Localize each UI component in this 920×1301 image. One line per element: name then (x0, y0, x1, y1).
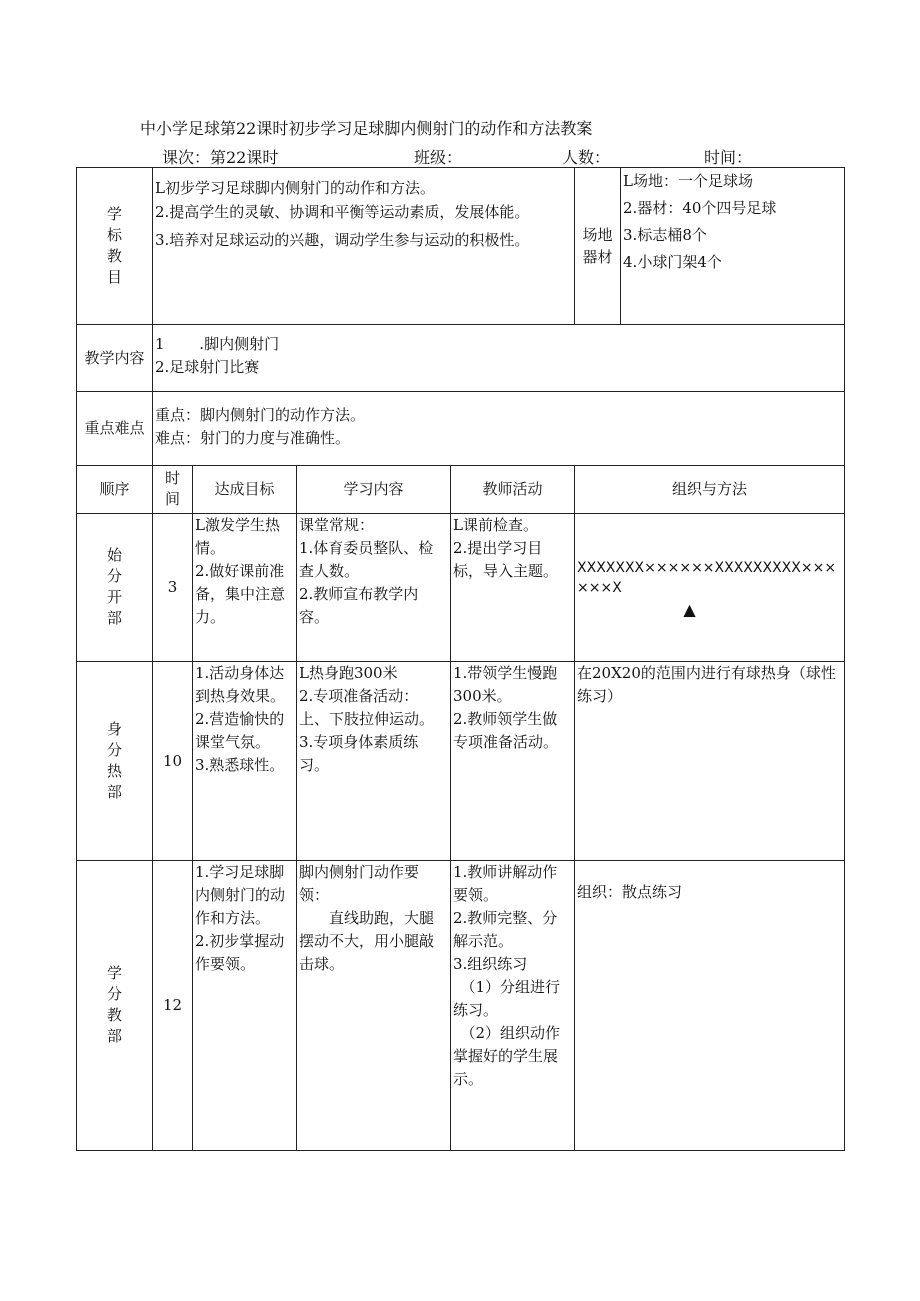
content-item: 脚内侧射门动作要领： (299, 863, 420, 904)
focus-row (77, 392, 845, 466)
venue-line: L场地：一个足球场 (623, 172, 753, 190)
objective-line: 2.提高学生的灵敏、协调和平衡等运动素质，发展体能。 (155, 203, 530, 221)
time-cell: 3 (153, 514, 193, 662)
content-item: L热身跑300米 (299, 664, 398, 682)
org-cell (575, 662, 845, 861)
content-cell (153, 325, 845, 392)
goal-cell (193, 514, 297, 662)
teacher-item: （2）组织动作掌握好的学生展示。 (453, 1024, 561, 1088)
time-cell: 10 (153, 662, 193, 861)
content-line: 1 .脚内侧射门 (155, 335, 280, 353)
teacher-item: 1.教师讲解动作要领。 (453, 863, 558, 904)
content-item: 3.专项身体素质练习。 (299, 733, 419, 774)
teacher-item: L课前检查。 (453, 516, 538, 534)
objective-line: 3.培养对足球运动的兴趣，调动学生参与运动的积极性。 (155, 231, 530, 249)
goal-line: 1.学习足球脚内侧射门的动作和方法。 (195, 863, 286, 927)
objectives-label: 学标教目 (106, 204, 122, 286)
goal-cell (193, 662, 297, 861)
seq-cell (77, 662, 153, 861)
time-label: 时间： (704, 148, 753, 167)
teacher-marker-icon: ▲ (683, 600, 696, 619)
table-row (77, 861, 845, 1151)
teacher-item: 1.带领学生慢跑300米。 (453, 664, 558, 705)
formation-diagram: XXXXXXX××××××XXXXXXXXX××××××X (577, 560, 837, 596)
header-goal: 达成目标 (193, 466, 297, 514)
goal-line: 2.做好课前准备，集中注意力。 (195, 562, 286, 626)
content-item: 1.体育委员整队、检查人数。 (299, 539, 434, 580)
focus-line: 重点：脚内侧射门的动作方法。 (155, 406, 366, 424)
table-row (77, 662, 845, 861)
seq-cell (77, 514, 153, 662)
teacher-item: 2.教师完整、分解示范。 (453, 909, 558, 950)
focus-label-cell (77, 392, 153, 466)
org-cell (575, 861, 845, 1151)
lesson-plan-table (76, 167, 845, 1151)
content-line: 2.足球射门比赛 (155, 358, 260, 376)
study-content-cell (297, 861, 451, 1151)
objectives-label-cell (77, 168, 153, 325)
time-cell: 12 (153, 861, 193, 1151)
objective-line: L初步学习足球脚内侧射门的动作和方法。 (155, 179, 435, 197)
class-label: 班级： (414, 148, 463, 167)
goal-line: 1.活动身体达到热身效果。 (195, 664, 286, 705)
seq-cell (77, 861, 153, 1151)
page-title: 中小学足球第22课时初步学习足球脚内侧射门的动作和方法教案 (140, 119, 593, 138)
goal-line: 2.营造愉快的课堂气氛。 (195, 710, 285, 751)
content-item: 课堂常规： (299, 516, 375, 534)
lesson-number: 课次：第22课时 (162, 148, 279, 167)
goal-cell (193, 861, 297, 1151)
seq-label: 身分热部 (106, 719, 122, 801)
header-org: 组织与方法 (575, 466, 845, 514)
teacher-item: 2.提出学习目标，导入主题。 (453, 539, 559, 580)
content-item: 直线助跑，大腿摆动不大，用小腿敲击球。 (299, 909, 435, 973)
teacher-item: （1）分组进行练习。 (453, 978, 561, 1019)
teacher-item: 2.教师领学生做专项准备活动。 (453, 710, 559, 751)
content-item: 2.专项准备活动：上、下肢拉伸运动。 (299, 687, 435, 728)
content-label: 教学内容 (84, 348, 145, 367)
table-row (77, 514, 845, 662)
content-item: 2.教师宣布教学内容。 (299, 585, 419, 626)
header-time: 时间 (153, 466, 193, 514)
goal-line: 3.熟悉球性。 (195, 756, 285, 774)
header-row (77, 466, 845, 514)
header-teacher: 教师活动 (451, 466, 575, 514)
teacher-cell (451, 861, 575, 1151)
people-label: 人数： (562, 148, 611, 167)
teacher-cell (451, 514, 575, 662)
goal-line: 2.初步掌握动作要领。 (195, 932, 285, 973)
objectives-cell (153, 168, 575, 325)
study-content-cell (297, 662, 451, 861)
venue-label: 场地器材 (582, 225, 613, 266)
seq-label: 始分开部 (106, 546, 122, 627)
org-cell (575, 514, 845, 662)
focus-line: 难点：射门的力度与准确性。 (155, 429, 351, 447)
venue-line: 3.标志桶8个 (623, 226, 707, 244)
venue-line: 4.小球门架4个 (623, 253, 722, 271)
teacher-item: 3.组织练习 (453, 955, 528, 973)
study-content-cell (297, 514, 451, 662)
org-text: 在20X20的范围内进行有球热身（球性练习） (577, 664, 836, 705)
focus-label: 重点难点 (84, 419, 145, 437)
org-text: 组织：散点练习 (577, 883, 683, 901)
venue-cell (621, 168, 845, 325)
venue-label-cell (575, 168, 621, 325)
header-seq: 顺序 (77, 466, 153, 514)
goal-line: L激发学生热情。 (195, 516, 280, 557)
content-label-cell (77, 325, 153, 392)
header-content: 学习内容 (297, 466, 451, 514)
focus-cell (153, 392, 845, 466)
content-row (77, 325, 845, 392)
teacher-cell (451, 662, 575, 861)
venue-line: 2.器材：40个四号足球 (623, 199, 777, 217)
seq-label: 学分教部 (106, 964, 122, 1045)
objectives-row (77, 168, 845, 325)
